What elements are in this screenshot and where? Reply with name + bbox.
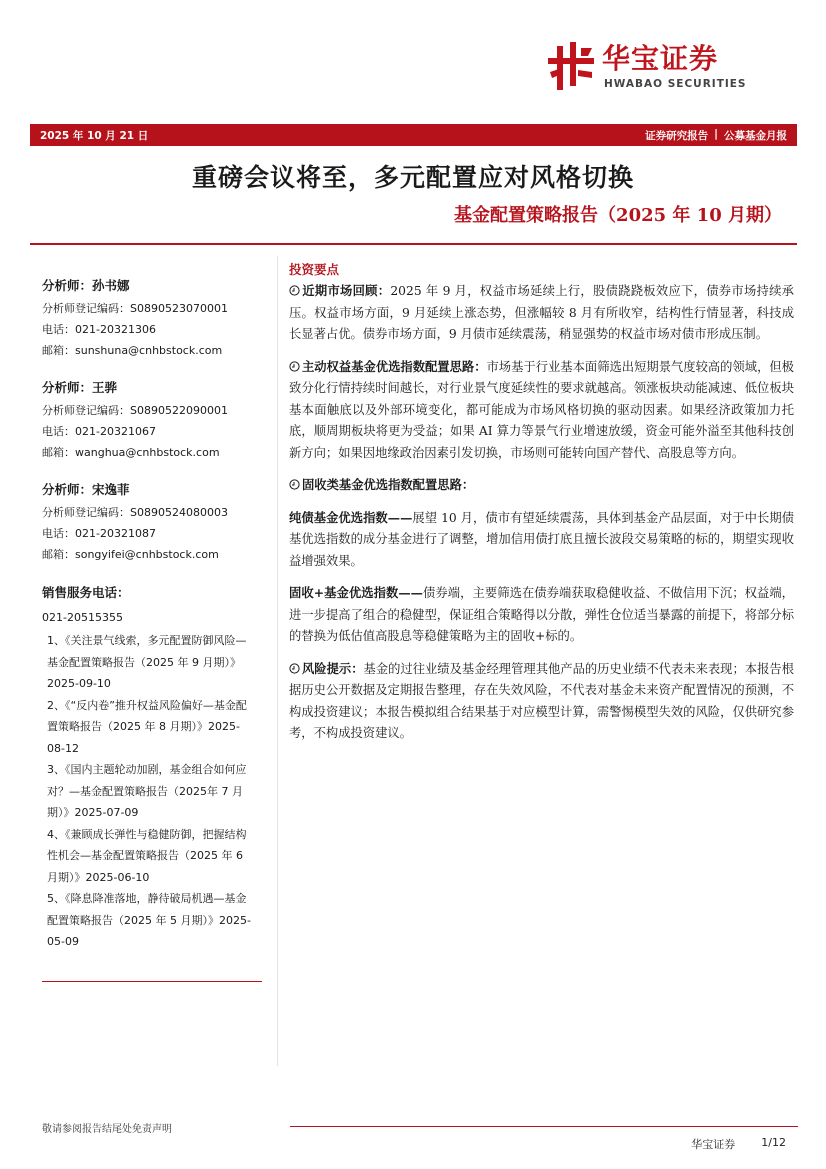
- report-date: 2025 年 10 月 21 日: [40, 129, 149, 142]
- analyst-reg: 分析师登记编码：S0890522090001: [42, 404, 228, 417]
- para-heading: 近期市场回顾：: [302, 283, 391, 298]
- para-body: 展望 10 月，债市有望延续震荡，具体到基金产品层面，对于中长期债基优选指数的成分基金进行了调整，增加信用债打底且擅长波段交易策略的标的，期望实现收益增强效果。: [289, 510, 794, 568]
- paragraph-fixed-income-plus: [289, 582, 794, 648]
- related-report-item[interactable]: 2、《“反内卷”推升权益风险偏好—基金配置策略报告（2025 年 8 月期）》2025-08-12: [47, 698, 247, 755]
- footer-company: 华宝证券: [691, 1138, 736, 1151]
- analyst-name: 分析师：孙书娜: [42, 278, 130, 293]
- paragraph-equity-fund: [289, 356, 794, 465]
- report-category-group: [645, 128, 787, 143]
- analyst-phone: 电话：021-20321067: [42, 425, 156, 438]
- report-subtitle: 基金配置策略报告（2025 年 10 月期）: [454, 205, 782, 226]
- category-separator: |: [714, 127, 718, 140]
- para-heading: 固收类基金优选指数配置思路：: [302, 477, 475, 492]
- report-category: 证券研究报告: [645, 129, 709, 142]
- para-heading: 风险提示：: [302, 660, 364, 676]
- para-body: 2025 年 9 月，权益市场延续上行，股债跷跷板效应下，债券市场持续承压。权益市场方面，9 月延续上涨态势，但涨幅较 8 月有所收窄，结构性行情显著，科技成长显著占优。债券市场方面，9 月债市延续震荡，稍显强势的权益市场对债市形成压制。: [289, 284, 794, 341]
- footer-divider: [290, 1126, 798, 1127]
- analyst-email[interactable]: 邮箱：songyifei@cnhbstock.com: [42, 548, 219, 561]
- logo-name-cn: 华宝证券: [602, 42, 719, 75]
- sales-title: 销售服务电话：: [42, 585, 130, 600]
- para-body: 债券端，主要筛选在债券端获取稳健收益、不做信用下沉；权益端，进一步提高了组合的稳健型，保证组合策略得以分散，弹性仓位适当暴露的前提下，将部分标的替换为低估值高股息等稳健策略为主的固收+标的。: [289, 586, 794, 643]
- sidebar: [42, 276, 262, 953]
- analyst-phone: 电话：021-20321306: [42, 323, 156, 336]
- analyst-card: [42, 378, 262, 463]
- footer-info: [691, 1136, 786, 1152]
- sales-phone: 021-20515355: [42, 611, 123, 624]
- analyst-email[interactable]: 邮箱：wanghua@cnhbstock.com: [42, 446, 220, 459]
- analyst-name: 分析师：王骅: [42, 380, 118, 395]
- related-report-item[interactable]: 3、《国内主题轮动加剧，基金组合如何应对？—基金配置策略报告（2025年 7 月期）》2025-07-09: [47, 763, 247, 819]
- title-divider: [30, 243, 797, 245]
- circle-bullet-icon: [289, 479, 300, 490]
- paragraph-market-review: [289, 280, 794, 346]
- logo-name-en: HWABAO SECURITIES: [604, 78, 747, 90]
- related-report-item[interactable]: 4、《兼顾成长弹性与稳健防御，把握结构性机会—基金配置策略报告（2025 年 6 月期）》2025-06-10: [47, 827, 247, 884]
- company-logo: [548, 42, 780, 94]
- circle-bullet-icon: [289, 663, 300, 674]
- analyst-card: [42, 276, 262, 361]
- sidebar-divider: [42, 981, 262, 982]
- analyst-card: [42, 480, 262, 565]
- para-heading: 固收+基金优选指数——: [289, 585, 423, 600]
- analyst-name: 分析师：宋逸菲: [42, 482, 130, 497]
- circle-bullet-icon: [289, 361, 300, 372]
- para-body: 市场基于行业基本面筛选出短期景气度较高的领域，但极致分化行情持续时间越长，对行业景气度延续性的要求就越高。领涨板块动能减速、低位板块基本面触底以及外部环境变化，都可能成为市场风格切换的驱动因素。如果经济政策加力托底，顺周期板块将更为受益；如果 AI 算力等景气行业增速放缓，资金可能外溢至其他科技创新方向；如果因地缘政治因素引发切换，市场则可能转向国产替代、高股息等方向。: [289, 359, 794, 460]
- analyst-email[interactable]: 邮箱：sunshuna@cnhbstock.com: [42, 344, 223, 357]
- analyst-reg: 分析师登记编码：S0890524080003: [42, 506, 228, 519]
- section-title: 投资要点: [289, 262, 340, 277]
- paragraph-risk-warning: [289, 658, 794, 745]
- page-number: 1/12: [761, 1136, 786, 1149]
- main-content: [289, 260, 794, 755]
- analyst-reg: 分析师登记编码：S0890523070001: [42, 302, 228, 315]
- logo-mark-icon: [548, 42, 594, 92]
- para-heading: 主动权益基金优选指数配置思路：: [302, 358, 487, 374]
- report-subcategory: 公募基金月报: [724, 129, 787, 142]
- column-divider: [277, 256, 278, 1066]
- circle-bullet-icon: [289, 285, 300, 296]
- related-report-item[interactable]: 1、《关注景气线索，多元配置防御风险—基金配置策略报告（2025 年 9 月期）》2025-09-10: [47, 634, 247, 690]
- report-title: 重磅会议将至，多元配置应对风格切换: [191, 163, 634, 192]
- analyst-phone: 电话：021-20321087: [42, 527, 156, 540]
- related-reports: [42, 630, 254, 953]
- paragraph-pure-bond: [289, 507, 794, 573]
- para-heading: 纯债基金优选指数——: [289, 509, 413, 525]
- related-report-item[interactable]: 5、《降息降准落地，静待破局机遇—基金配置策略报告（2025 年 5 月期）》2025-05-09: [47, 892, 251, 948]
- footer-disclaimer: 敬请参阅报告结尾处免责声明: [42, 1124, 172, 1135]
- para-body: 基金的过往业绩及基金经理管理其他产品的历史业绩不代表未来表现；本报告根据历史公开数据及定期报告整理，存在失效风险，不代表对基金未来资产配置情况的预测，不构成投资建议；本报告模拟组合结果基于对应模型计算，需警惕模型失效的风险，仅供研究参考，不构成投资建议。: [289, 661, 794, 740]
- paragraph-fixed-income-head: [289, 474, 794, 497]
- header-bar: [30, 124, 797, 146]
